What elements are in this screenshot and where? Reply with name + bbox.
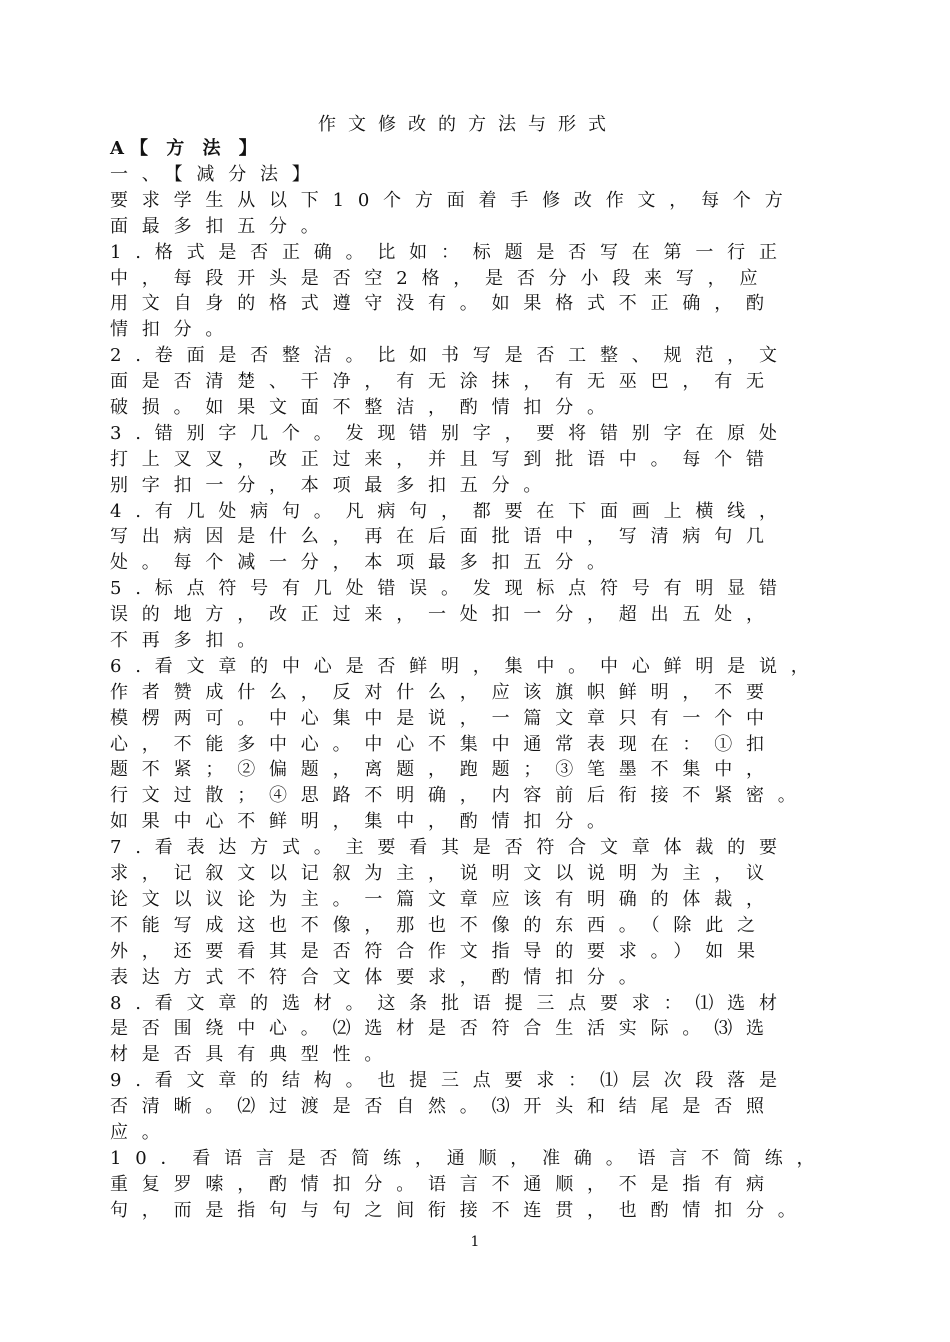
text-line: 是否围绕中心。⑵选材是否符合生活实际。⑶选 [110,1018,778,1040]
document-title: 作文修改的方法与形式 [318,114,618,135]
text-line: 打上叉叉，改正过来，并且写到批语中。每个错 [110,448,778,470]
section-heading-method: A【 方 法 】 [110,138,263,159]
text-line: 求，记叙文以记叙为主，说明文以说明为主，议 [110,863,778,885]
text-line: 6.看文章的中心是否鲜明，集中。中心鲜明是说， [110,655,823,677]
text-line: 表达方式不符合文体要求，酌情扣分。 [110,966,651,988]
text-line: 7.看表达方式。主要看其是否符合文章体裁的要 [110,837,791,859]
text-line: 中，每段开头是否空2格，是否分小段来写，应 [110,267,772,289]
text-line: 如果中心不鲜明，集中，酌情扣分。 [110,811,619,833]
text-line: 不能写成这也不像，那也不像的东西。（除此之 [110,914,769,936]
text-line: 作者赞成什么，反对什么，应该旗帜鲜明，不要 [110,681,778,703]
text-line: 不再多扣。 [110,630,269,652]
text-line: 题不紧；②偏题，离题，跑题；③笔墨不集中， [110,759,778,781]
text-line: 用文自身的格式遵守没有。如果格式不正确，酌 [110,293,778,315]
page-number: 1 [470,1234,480,1250]
text-line: 破损。如果文面不整洁，酌情扣分。 [110,397,619,419]
text-line: 面是否清楚、干净，有无涂抹，有无巫巴，有无 [110,371,778,393]
text-line: 9.看文章的结构。也提三点要求：⑴层次段落是 [110,1070,791,1092]
text-line: 处。每个减一分，本项最多扣五分。 [110,552,619,574]
text-line: 写出病因是什么，再在后面批语中，写清病句几 [110,526,778,548]
text-line: 心，不能多中心。中心不集中通常表现在：①扣 [110,733,778,755]
text-line: 行文过散；④思路不明确，内容前后衔接不紧密。 [110,785,810,807]
text-line: 句，而是指句与句之间衔接不连贯，也酌情扣分。 [110,1199,810,1221]
text-line: 重复罗嗦，酌情扣分。语言不通顺，不是指有病 [110,1173,778,1195]
text-line: 4.有几处病句。凡病句，都要在下面画上横线， [110,500,791,522]
text-line: 一、【减分法】 [110,164,324,185]
text-line: 误的地方，改正过来，一处扣一分，超出五处， [110,604,778,626]
text-line: 外，还要看其是否符合作文指导的要求。）如果 [110,940,769,962]
text-line: 要求学生从以下10个方面着手修改作文，每个方 [110,189,797,211]
text-line: 10．看语言是否简练，通顺，准确。语言不简练， [110,1147,829,1169]
text-line: 1.格式是否正确。比如：标题是否写在第一行正 [110,241,791,263]
text-line: 别字扣一分，本项最多扣五分。 [110,474,556,496]
text-line: 材是否具有典型性。 [110,1044,397,1066]
text-line: 2.卷面是否整洁。比如书写是否工整、规范，文 [110,345,791,367]
document-body [110,162,828,1224]
text-line: 模楞两可。中心集中是说，一篇文章只有一个中 [110,707,778,729]
text-line: 3.错别字几个。发现错别字，要将错别字在原处 [110,422,791,444]
text-line: 面最多扣五分。 [110,215,333,237]
text-line: 8.看文章的选材。这条批语提三点要求：⑴选材 [110,992,791,1014]
text-line: 情扣分。 [110,319,238,341]
text-line: 否清晰。⑵过渡是否自然。⑶开头和结尾是否照 [110,1096,778,1118]
text-line: 5.标点符号有几处错误。发现标点符号有明显错 [110,578,791,600]
text-line: 论文以议论为主。一篇文章应该有明确的体裁， [110,888,778,910]
text-line: 应。 [110,1121,174,1143]
